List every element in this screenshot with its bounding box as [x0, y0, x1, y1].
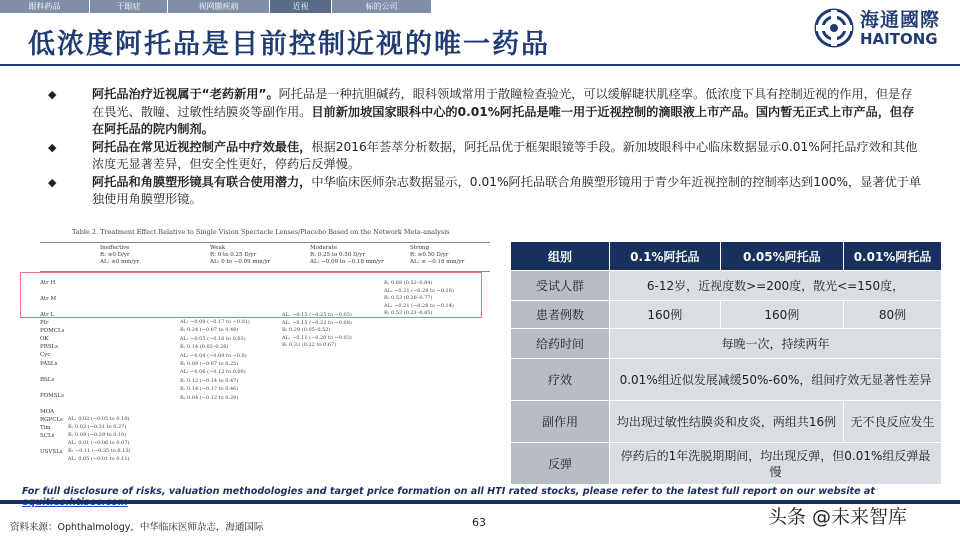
- table-row: [511, 329, 942, 359]
- ineffective-cell: R: 0.02 (−0.31 to 0.27): [68, 424, 127, 430]
- weak-cell: AL: −0.06 (−0.12 to 0.00): [180, 369, 246, 376]
- subjects-value: 6-12岁，近视度数>=200度，散光<=150度，: [610, 271, 942, 301]
- weak-cell: R: 0.04 (−0.12 to 0.29): [180, 394, 239, 401]
- bullet-2-lead: 阿托品在常见近视控制产品中疗效最佳，: [92, 139, 312, 154]
- weak-cell: R: 0.14 (−0.17 to 0.46): [180, 386, 239, 393]
- paper-row-label: PRSLs: [40, 344, 59, 350]
- moderate-cell: R: 0.33 (0.22 to 0.67): [282, 342, 337, 348]
- weak-cell: AL: −0.05 (−0.16 to 0.03): [180, 335, 246, 342]
- header-group: 组别: [511, 242, 610, 271]
- strong-cell: R: 0.53 (0.28–0.77): [384, 295, 433, 301]
- diamond-bullet-icon: ◆: [48, 88, 57, 101]
- rebound-value: 停药后的1年洗脱期期间，均出现反弹，但0.01%组反弹最慢: [610, 443, 942, 485]
- weak-cell: AL: −0.04 (−0.09 to −0.0): [180, 352, 247, 359]
- bullet-2-text: 根据2016年荟萃分析数据，阿托品优于框架眼镜等手段。新加坡眼科中心临床数据显示0.01%阿托品疗效和其他浓度无显著差异，但安全性更好，停药后反弹慢。: [92, 139, 918, 171]
- diamond-bullet-icon: ◆: [48, 175, 57, 189]
- table-row: [511, 401, 942, 443]
- logo-english: HAITONG: [859, 29, 938, 48]
- diamond-bullet-icon: ◆: [48, 140, 57, 154]
- top-nav: [0, 0, 432, 13]
- row-label-efficacy: 疗效: [511, 359, 610, 401]
- weak-cell: R: 0.14 (0.02–0.26): [180, 344, 229, 351]
- nav-tab-retina[interactable]: 视网膜疾病: [168, 0, 270, 13]
- page-title: 低浓度阿托品是目前控制近视的唯一药品: [28, 29, 550, 60]
- haitong-emblem-icon: [814, 8, 854, 48]
- bullet-1: [42, 86, 922, 139]
- weak-cell: R: 0.24 (−0.07 to 0.48): [180, 327, 239, 334]
- page-number: 63: [472, 516, 486, 529]
- paper-row-label: USVSLs: [40, 449, 63, 455]
- paper-row-label: SCLs: [40, 433, 55, 439]
- side-effects-low: 无不良反应发生: [844, 401, 942, 443]
- title-divider: [0, 64, 960, 66]
- side-effects-high: 均出现过敏性结膜炎和皮炎，两组共16例: [610, 401, 844, 443]
- bullet-3: [42, 174, 922, 209]
- row-label-patients: 患者例数: [511, 301, 610, 329]
- paper-row-label: Atr M: [40, 296, 57, 302]
- efficacy-value: 0.01%组近似发展减缓50%-60%，组间疗效无显著性差异: [610, 359, 942, 401]
- row-label-subjects: 受试人群: [511, 271, 610, 301]
- haitong-logo: [814, 8, 940, 48]
- moderate-cell: AL: −0.15 (−0.22 to −0.08): [282, 319, 352, 326]
- paper-row-label: OK: [40, 336, 49, 342]
- paper-row-label: PDMCLs: [40, 328, 65, 334]
- ineffective-cell: AL: 0.01 (−0.06 to 0.07): [68, 440, 130, 446]
- header-0.01: 0.01%阿托品: [844, 242, 942, 271]
- table-row: [511, 443, 942, 485]
- strong-cell: R: 0.53 (0.21–0.85): [384, 310, 433, 316]
- dosing-value: 每晚一次，持续两年: [610, 329, 942, 359]
- source-note: 资料来源：Ophthalmology，中华临床医师杂志，海通国际: [10, 522, 264, 533]
- patients-0.1: 160例: [610, 301, 721, 329]
- bullet-1-lead: 阿托品治疗近视属于“老药新用”。: [92, 87, 279, 101]
- row-label-side-effects: 副作用: [511, 401, 610, 443]
- bullet-3-lead: 阿托品和角膜塑形镜具有联合使用潜力，: [92, 174, 312, 189]
- watermark: 头条 @未来智库: [768, 506, 908, 528]
- paper-table-caption: Table 2. Treatment Effect Relative to Single Vision Spectacle Lenses/Placebo Based on the Network Meta-analysis: [72, 228, 450, 236]
- nav-tab-dry-eye[interactable]: 干眼症: [90, 0, 168, 13]
- col-ineffective: Ineffective R: ≤0 D/yr AL: ≥0 mm/yr: [100, 245, 140, 265]
- table-row: [511, 271, 942, 301]
- logo-chinese: 海通國際: [859, 8, 940, 31]
- meta-analysis-table-image: [12, 224, 496, 482]
- weak-cell: R: 0.12 (−0.14 to 0.47): [180, 377, 239, 384]
- moderate-cell: R: 0.29 (0.05–0.52): [282, 327, 331, 333]
- ineffective-cell: R: 0.09 (−0.29 to 0.10): [68, 432, 127, 438]
- paper-row-label: Cyc: [40, 352, 51, 358]
- header-0.1: 0.1%阿托品: [610, 242, 721, 271]
- weak-cell: R: 0.09 (−0.07 to 0.25): [180, 361, 239, 367]
- moderate-cell: AL: −0.15 (−0.25 to −0.05): [282, 312, 352, 318]
- bullet-1-text: 阿托品是一种抗胆碱药，眼科领域常用于散瞳检查验光，可以缓解睫状肌痉挛。低浓度下具有控制近视的作用，但是存在畏光、散瞳、过敏性结膜炎等副作用。: [92, 87, 913, 119]
- paper-row-label: PDMSLs: [40, 393, 64, 399]
- table-header-row: [511, 242, 942, 271]
- paper-row-label: RGPCLs: [40, 417, 63, 423]
- patients-0.01: 80例: [844, 301, 942, 329]
- paper-row-label: MOA: [40, 409, 55, 415]
- col-weak: Weak R: 0 to 0.25 D/yr AL: 0 to −0.09 mm/yr: [210, 245, 271, 265]
- header-0.05: 0.05%阿托品: [720, 242, 843, 271]
- atropine-study-table: [510, 241, 942, 485]
- nav-tab-myopia[interactable]: 近视: [270, 0, 332, 13]
- atropine-highlight-box: [20, 272, 482, 318]
- ineffective-cell: R: −0.11 (−0.35 to 0.13): [68, 448, 131, 454]
- strong-cell: R: 0.68 (0.52–0.84): [384, 280, 433, 286]
- nav-tab-eye-drugs[interactable]: 眼科药品: [0, 0, 90, 13]
- table-row: [511, 359, 942, 401]
- disclaimer-text: For full disclosure of risks, valuation methodologies and target price formation on all HTI rated stocks, please refer to the latest full report on our website at: [22, 486, 875, 497]
- paper-row-label: BSLs: [40, 377, 55, 383]
- bullet-list: [42, 86, 922, 209]
- bullet-1-emphasis: 目前新加坡国家眼科中心的0.01%阿托品是唯一用于近视控制的滴眼液上市产品。国内暂无正式上市产品，但存在阿托品的院内制剂。: [92, 104, 915, 136]
- row-label-dosing: 给药时间: [511, 329, 610, 359]
- paper-row-label: Tim: [40, 425, 51, 431]
- paper-row-label: PASLs: [40, 361, 58, 367]
- strong-cell: AL: −0.21 (−0.28 to −0.14): [384, 302, 454, 309]
- col-moderate: Moderate R: 0.25 to 0.50 D/yr AL: −0.09 to −0.18 mm/yr: [310, 245, 384, 265]
- row-label-rebound: 反弹: [511, 443, 610, 485]
- nav-tab-companies[interactable]: 标的公司: [332, 0, 432, 13]
- patients-0.05: 160例: [720, 301, 843, 329]
- table-row: [511, 301, 942, 329]
- paper-row-label: Atr H: [40, 280, 56, 286]
- moderate-cell: AL: −0.11 (−0.20 to −0.03): [282, 334, 352, 341]
- ineffective-cell: AL: 0.05 (−0.01 to 0.11): [68, 456, 130, 462]
- bullet-2: [42, 139, 922, 174]
- strong-cell: AL: −0.21 (−0.28 to −0.16): [384, 287, 454, 294]
- bullet-3-text: 中华临床医师杂志数据显示，0.01%阿托品联合角膜塑形镜用于青少年近视控制的控制率达到100%，显著优于单独使用角膜塑形镜。: [92, 174, 922, 206]
- col-strong: Strong R: ≥0.50 D/yr AL: ≤ −0.18 mm/yr: [410, 245, 465, 265]
- weak-cell: AL: −0.09 (−0.17 to −0.01): [180, 319, 250, 325]
- paper-row-label: PIr: [40, 320, 49, 326]
- paper-row-label: Atr L: [40, 312, 55, 318]
- paper-table-header: [40, 242, 490, 272]
- ineffective-cell: AL: 0.02 (−0.05 to 0.10): [68, 416, 130, 422]
